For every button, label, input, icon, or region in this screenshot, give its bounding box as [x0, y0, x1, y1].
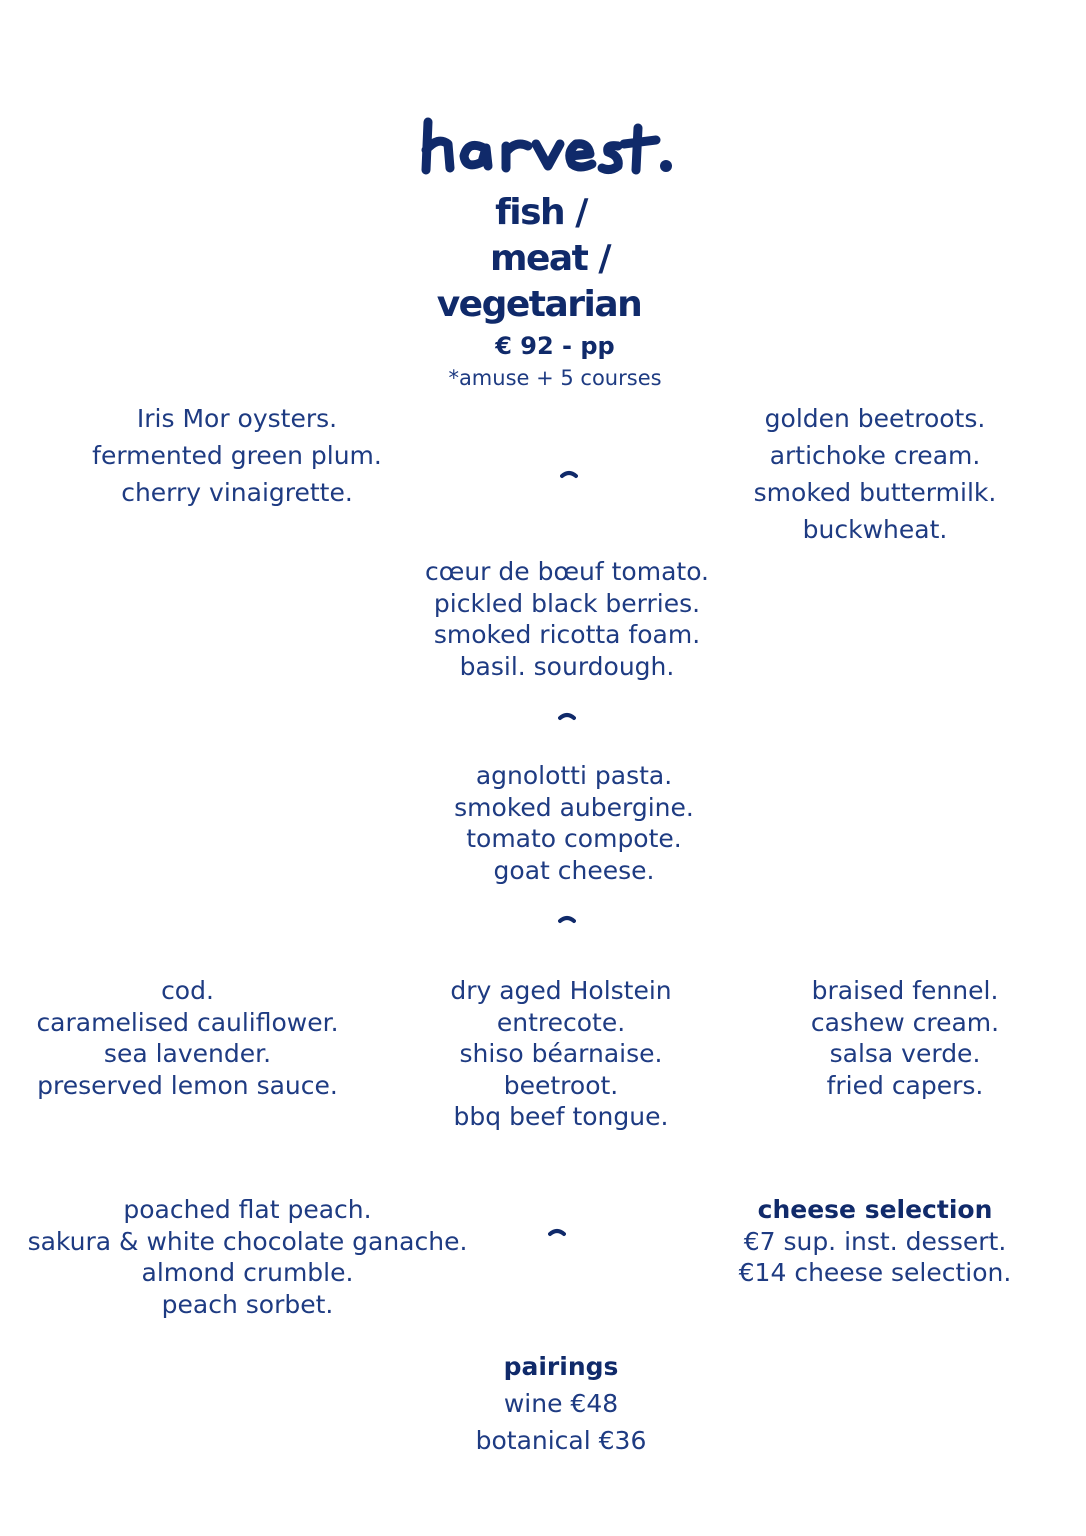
pairings: [431, 1348, 691, 1459]
amuse-fish: Iris Mor oysters. fermented green plum. cherry vinaigrette.: [92, 404, 382, 507]
title-line-meat: meat /: [489, 238, 611, 279]
course-pasta: agnolotti pasta. smoked aubergine. tomato compote. goat cheese.: [454, 761, 694, 885]
amuse-vegetarian: golden beetroots. artichoke cream. smoked buttermilk. buckwheat.: [753, 404, 997, 544]
price: € 92 - pp: [495, 332, 615, 360]
pairings-title: pairings: [503, 1352, 619, 1381]
main-vegetarian: braised fennel. cashew cream. salsa verde. fried capers.: [810, 976, 1000, 1100]
cheese-selection: cheese selection €7 sup. inst. dessert. €14 cheese selection.: [730, 1194, 1020, 1289]
course-divider: [558, 915, 576, 925]
menu-title: [436, 190, 660, 328]
main-meat: dry aged Holstein entrecote. shiso béarnaise. beetroot. bbq beef tongue.: [450, 976, 672, 1131]
course-divider: [558, 712, 576, 722]
title-line-vegetarian: vegetarian: [436, 284, 642, 325]
harvest-logo: [380, 100, 710, 190]
course-divider: [548, 1228, 566, 1238]
cheese-title: cheese selection: [757, 1195, 993, 1224]
course-divider: [560, 470, 578, 480]
dessert: poached flat peach. sakura & white chocolate ganache. almond crumble. peach sorbet.: [27, 1195, 468, 1319]
course-tomato: cœur de bœuf tomato. pickled black berries. smoked ricotta foam. basil. sourdough.: [425, 557, 709, 681]
title-line-fish: fish /: [495, 192, 587, 233]
pairing-botanical: botanical €36: [475, 1426, 647, 1455]
pairing-wine: wine €48: [503, 1389, 619, 1418]
courses-note: *amuse + 5 courses: [448, 366, 662, 390]
main-fish: cod. caramelised cauliflower. sea lavender. preserved lemon sauce.: [36, 976, 339, 1100]
